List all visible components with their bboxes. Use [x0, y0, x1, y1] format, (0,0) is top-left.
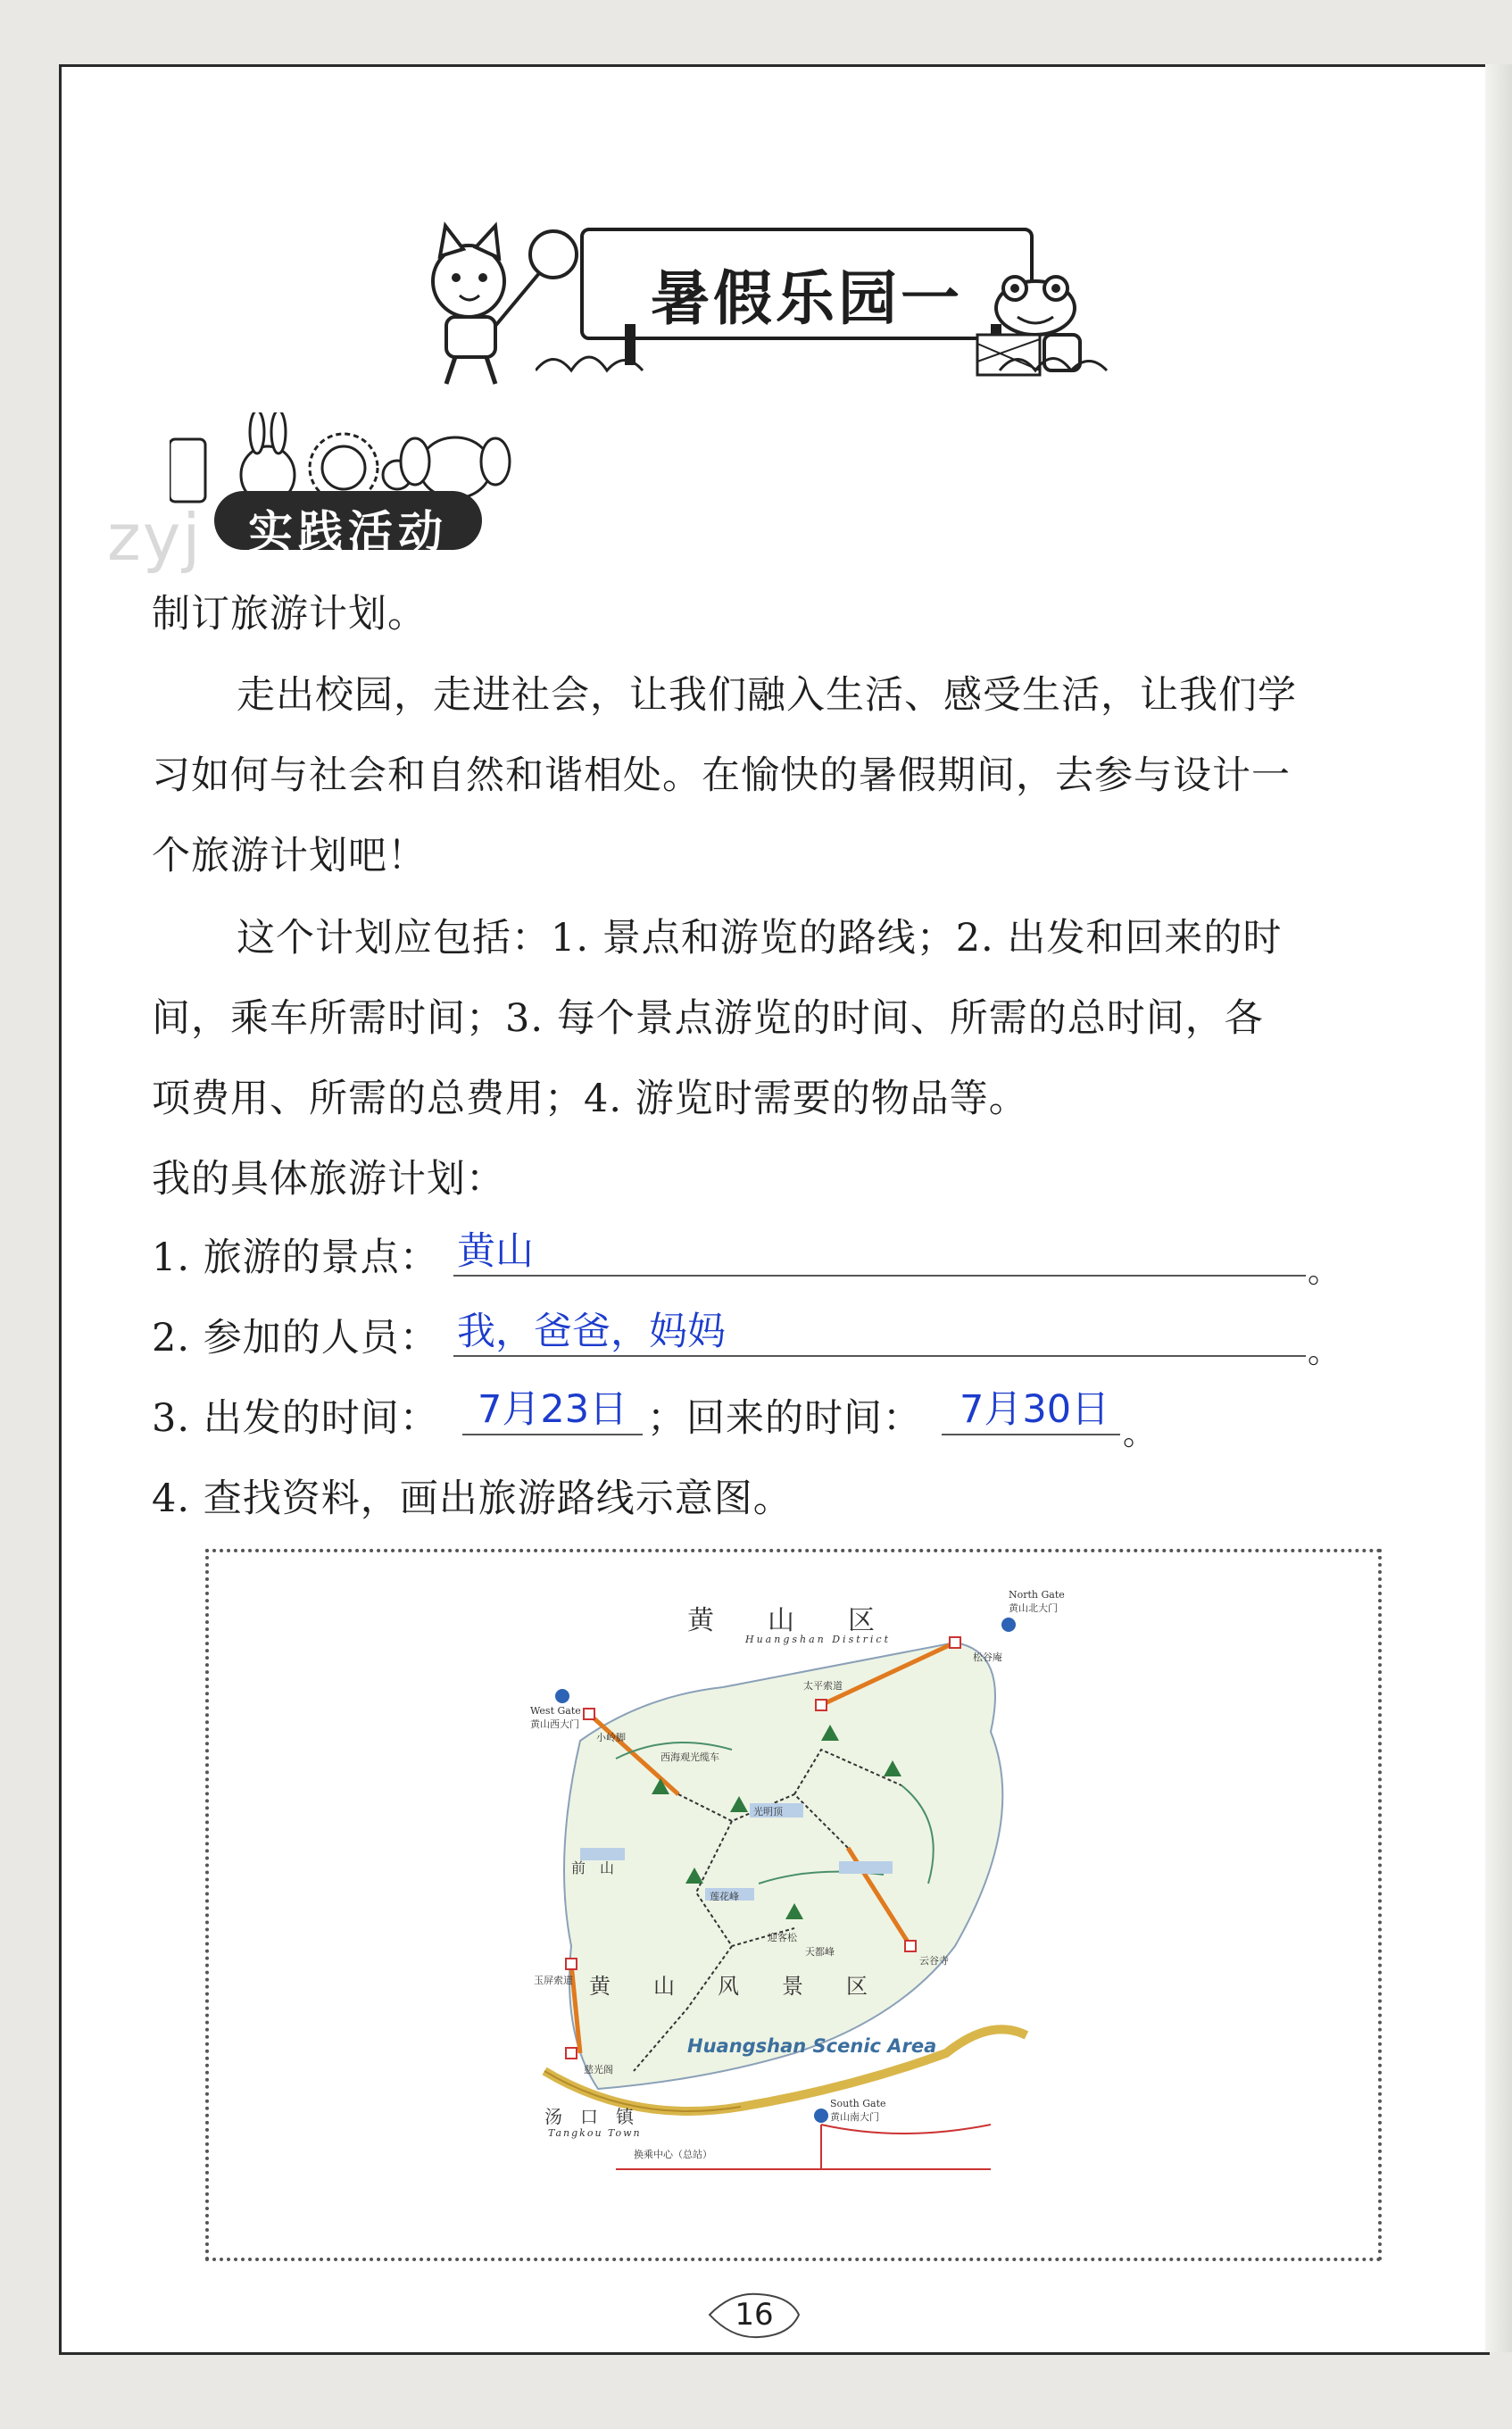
paragraph-line: 项费用、所需的总费用；4. 游览时需要的物品等。 — [152, 1077, 1028, 1121]
question-label: ；回来的时间： — [647, 1396, 922, 1441]
end-mark: 。 — [1123, 1416, 1156, 1452]
question-label: 3. 出发的时间： — [152, 1396, 439, 1441]
map-town-en: Tangkou Town — [548, 2127, 642, 2139]
answer-destination: 黄山 — [457, 1229, 534, 1274]
paragraph-line: 个旅游计划吧！ — [152, 834, 427, 878]
question-label: 2. 参加的人员： — [152, 1316, 439, 1360]
answer-line — [462, 1434, 643, 1435]
page-title: 暑假乐园一 — [651, 264, 963, 333]
map-place: 天都峰 — [805, 1946, 835, 1958]
section-header — [152, 412, 527, 564]
end-mark: 。 — [1308, 1253, 1341, 1290]
map-place: 玉屏索道 — [534, 1975, 573, 1986]
map-north-gate-cn: 黄山北大门 — [1009, 1602, 1058, 1614]
plan-intro: 我的具体旅游计划： — [152, 1157, 505, 1202]
section-badge-text: 实践活动 — [248, 506, 448, 558]
map-scenic-en: Huangshan Scenic Area — [687, 2035, 937, 2057]
map-town-cn: 汤 口 镇 — [544, 2106, 634, 2127]
map-drawing — [527, 1589, 1080, 2178]
map-place: 太平索道 — [803, 1680, 843, 1692]
paragraph-line: 间，乘车所需时间；3. 每个景点游览的时间、所需的总时间，各 — [152, 996, 1264, 1041]
map-south-gate-cn: 黄山南大门 — [830, 2111, 879, 2123]
map-place: 慈光阁 — [584, 2064, 613, 2075]
map-place: 光明顶 — [753, 1806, 783, 1818]
station-icon — [950, 1637, 960, 1648]
page-edge — [1485, 64, 1512, 2352]
map-place: 莲花峰 — [710, 1891, 739, 1902]
map-place: 迎客松 — [768, 1932, 797, 1943]
map-north-gate: North Gate — [1009, 1589, 1065, 1601]
map-west-gate-cn: 黄山西大门 — [530, 1718, 579, 1730]
station-icon — [566, 2048, 577, 2059]
map-place: 云谷寺 — [919, 1955, 949, 1967]
map-district: 黄 山 区 — [687, 1605, 875, 1636]
map-place: 换乘中心（总站） — [634, 2149, 712, 2160]
answer-line — [453, 1275, 1306, 1277]
map-place: 西海观光缆车 — [660, 1751, 719, 1763]
paragraph-line: 这个计划应包括：1. 景点和游览的路线；2. 出发和回来的时 — [237, 916, 1283, 961]
answer-departure: 7月23日 — [478, 1387, 628, 1432]
answer-return: 7月30日 — [960, 1387, 1110, 1432]
paragraph-line: 走出校园，走进社会，让我们融入生活、感受生活，让我们学 — [237, 673, 1297, 718]
question-label: 1. 旅游的景点： — [152, 1235, 439, 1280]
map-west-gate: West Gate — [530, 1705, 581, 1717]
answer-participants: 我，爸爸，妈妈 — [457, 1310, 726, 1354]
station-icon — [566, 1959, 577, 1969]
map-south-gate: South Gate — [830, 2098, 886, 2109]
page-number: 16 — [735, 2297, 774, 2333]
station-icon — [584, 1709, 594, 1719]
station-icon — [816, 1700, 827, 1710]
banner-sign — [580, 228, 1034, 340]
map-place: 松谷庵 — [973, 1651, 1002, 1663]
map-front-mountain: 前 山 — [571, 1859, 615, 1876]
north-gate-icon — [1001, 1618, 1016, 1632]
end-mark: 。 — [1308, 1334, 1341, 1370]
task-heading: 制订旅游计划。 — [152, 592, 427, 636]
map-place: 小岭脚 — [596, 1732, 626, 1743]
route-map — [527, 1589, 1080, 2178]
answer-line — [942, 1434, 1120, 1435]
map-scenic-cn: 黄 山 风 景 区 — [589, 1974, 868, 1999]
question-label: 4. 查找资料，画出旅游路线示意图。 — [152, 1477, 793, 1521]
answer-line — [453, 1355, 1306, 1357]
grass-decoration — [536, 339, 1116, 375]
section-badge — [214, 491, 482, 558]
map-district-en: Huangshan District — [745, 1634, 891, 1645]
paragraph-line: 习如何与社会和自然和谐相处。在愉快的暑假期间，去参与设计一 — [152, 753, 1291, 798]
west-gate-icon — [555, 1689, 569, 1703]
watermark: zyj — [107, 500, 203, 575]
station-icon — [905, 1941, 916, 1951]
south-gate-icon — [814, 2109, 828, 2123]
